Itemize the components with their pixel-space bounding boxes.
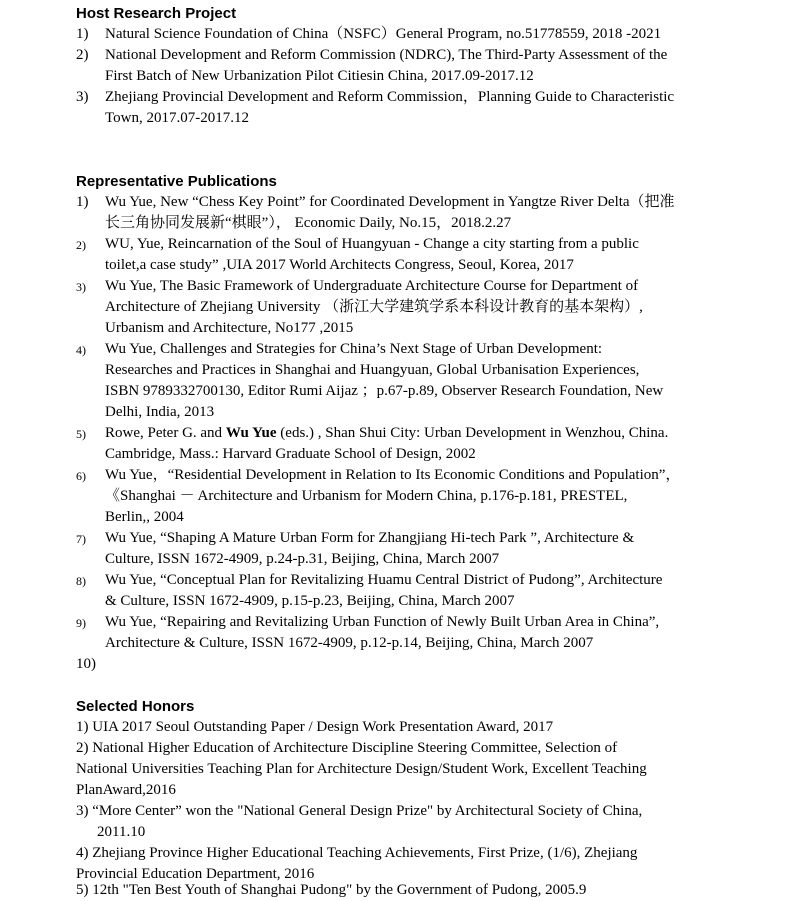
item-number: 5) — [76, 427, 86, 441]
honor-line: 3) “More Center” won the "National General Design Prize" by Architectural Society of China, — [76, 803, 643, 819]
item-line: Natural Science Foundation of China（NSFC）General Program, no.51778559, 2018 -2021 — [105, 26, 662, 42]
honor-item-5 — [76, 880, 766, 901]
honor-item-4 — [76, 843, 766, 885]
publication-item-4 — [76, 339, 756, 423]
item-line: Wu Yue, “Conceptual Plan for Revitalizing Huamu Central District of Pudong”, Architecture — [105, 572, 663, 588]
item-line: Architecture & Culture, ISSN 1672-4909, p.12-p.14, Beijing, China, March 2007 — [105, 635, 594, 651]
host-item-3 — [76, 87, 756, 129]
item-line: 《Shanghai － Architecture and Urbanism for Modern China, p.176-p.181, PRESTEL, — [105, 488, 628, 504]
honor-item-2 — [76, 738, 766, 801]
honor-line: Provincial Education Department, 2016 — [76, 866, 315, 882]
item-line: Culture, ISSN 1672-4909, p.24-p.31, Beijing, China, March 2007 — [105, 551, 500, 567]
item-number: 10) — [76, 656, 96, 672]
item-line: Researches and Practices in Shanghai and Huangyuan, Global Urbanisation Experiences, — [105, 362, 640, 378]
item-line: Berlin,, 2004 — [105, 509, 184, 525]
item-line: Town, 2017.07-2017.12 — [105, 110, 249, 126]
host-research-heading: Host Research Project — [76, 5, 237, 22]
item-line: Wu Yue, “Repairing and Revitalizing Urban Function of Newly Built Urban Area in China”, — [105, 614, 660, 630]
honor-line: 2) National Higher Education of Architecture Discipline Steering Committee, Selection of — [76, 740, 618, 756]
publications-heading: Representative Publications — [76, 173, 277, 190]
item-number: 2) — [76, 238, 86, 252]
host-item-1 — [76, 24, 756, 45]
honor-line: 1) UIA 2017 Seoul Outstanding Paper / Design Work Presentation Award, 2017 — [76, 719, 554, 735]
item-number: 1) — [76, 26, 89, 42]
item-number: 8) — [76, 574, 86, 588]
item-number: 3) — [76, 89, 89, 105]
item-number: 1) — [76, 194, 89, 210]
item-line: Architecture of Zhejiang University （浙江大学建筑学系本科设计教育的基本架构）, — [105, 299, 643, 315]
honor-item-3 — [76, 801, 766, 843]
item-text: Rowe, Peter G. and — [105, 425, 226, 441]
item-line: ISBN 9789332700130, Editor Rumi Aijaz ；p.67-p.89, Observer Research Foundation, New — [105, 383, 664, 399]
item-line: Wu Yue, New “Chess Key Point” for Coordinated Development in Yangtze River Delta（把准 — [105, 194, 675, 210]
item-number: 6) — [76, 469, 86, 483]
publication-item-3 — [76, 276, 756, 339]
item-line: & Culture, ISSN 1672-4909, p.15-p.23, Beijing, China, March 2007 — [105, 593, 515, 609]
honor-line: PlanAward,2016 — [76, 782, 176, 798]
item-line: Wu Yue, Challenges and Strategies for China’s Next Stage of Urban Development: — [105, 341, 603, 357]
item-line: Cambridge, Mass.: Harvard Graduate School of Design, 2002 — [105, 446, 476, 462]
item-line: Urbanism and Architecture, No177 ,2015 — [105, 320, 354, 336]
honor-line: National Universities Teaching Plan for Architecture Design/Student Work, Excellent Teaching — [76, 761, 647, 777]
item-line: Delhi, India, 2013 — [105, 404, 215, 420]
honor-line: 5) 12th "Ten Best Youth of Shanghai Pudong" by the Government of Pudong, 2005.9 — [76, 882, 587, 898]
item-line: WU, Yue, Reincarnation of the Soul of Huangyuan - Change a city starting from a public — [105, 236, 639, 252]
item-number: 7) — [76, 532, 86, 546]
host-item-2 — [76, 45, 756, 87]
item-number: 3) — [76, 280, 86, 294]
item-line: Wu Yue, The Basic Framework of Undergraduate Architecture Course for Department of — [105, 278, 639, 294]
publication-item-1 — [76, 192, 756, 234]
item-line: National Development and Reform Commission (NDRC), The Third-Party Assessment of the — [105, 47, 668, 63]
item-number: 4) — [76, 343, 86, 357]
item-number: 2) — [76, 47, 89, 63]
item-line: toilet,a case study” ,UIA 2017 World Architects Congress, Seoul, Korea, 2017 — [105, 257, 574, 273]
honor-item-1 — [76, 717, 766, 738]
publication-item-2 — [76, 234, 756, 276]
item-number: 9) — [76, 616, 86, 630]
honors-heading: Selected Honors — [76, 698, 195, 715]
publication-item-9 — [76, 612, 756, 654]
item-line: 长三角协同发展新“棋眼”）， Economic Daily, No.15，2018.2.27 — [105, 215, 512, 231]
publication-item-7 — [76, 528, 756, 570]
item-text: (eds.) , Shan Shui City: Urban Development in Wenzhou, China. — [276, 425, 669, 441]
honor-line: 2011.10 — [97, 824, 146, 840]
publication-item-6 — [76, 465, 756, 528]
publication-item-5 — [76, 423, 756, 465]
publication-item-8 — [76, 570, 756, 612]
item-line: Zhejiang Provincial Development and Reform Commission，Planning Guide to Characteristic — [105, 89, 675, 105]
item-line: First Batch of New Urbanization Pilot Citiesin China, 2017.09-2017.12 — [105, 68, 534, 84]
item-line: Wu Yue, “Shaping A Mature Urban Form for Zhangjiang Hi-tech Park ”, Architecture & — [105, 530, 635, 546]
author-name-bold: Wu Yue — [225, 425, 277, 441]
item-line — [105, 423, 756, 444]
item-line: Wu Yue，“Residential Development in Relation to Its Economic Conditions and Population”， — [105, 467, 681, 483]
honor-line: 4) Zhejiang Province Higher Educational Teaching Achievements, First Prize, (1/6), Zhejiang — [76, 845, 638, 861]
